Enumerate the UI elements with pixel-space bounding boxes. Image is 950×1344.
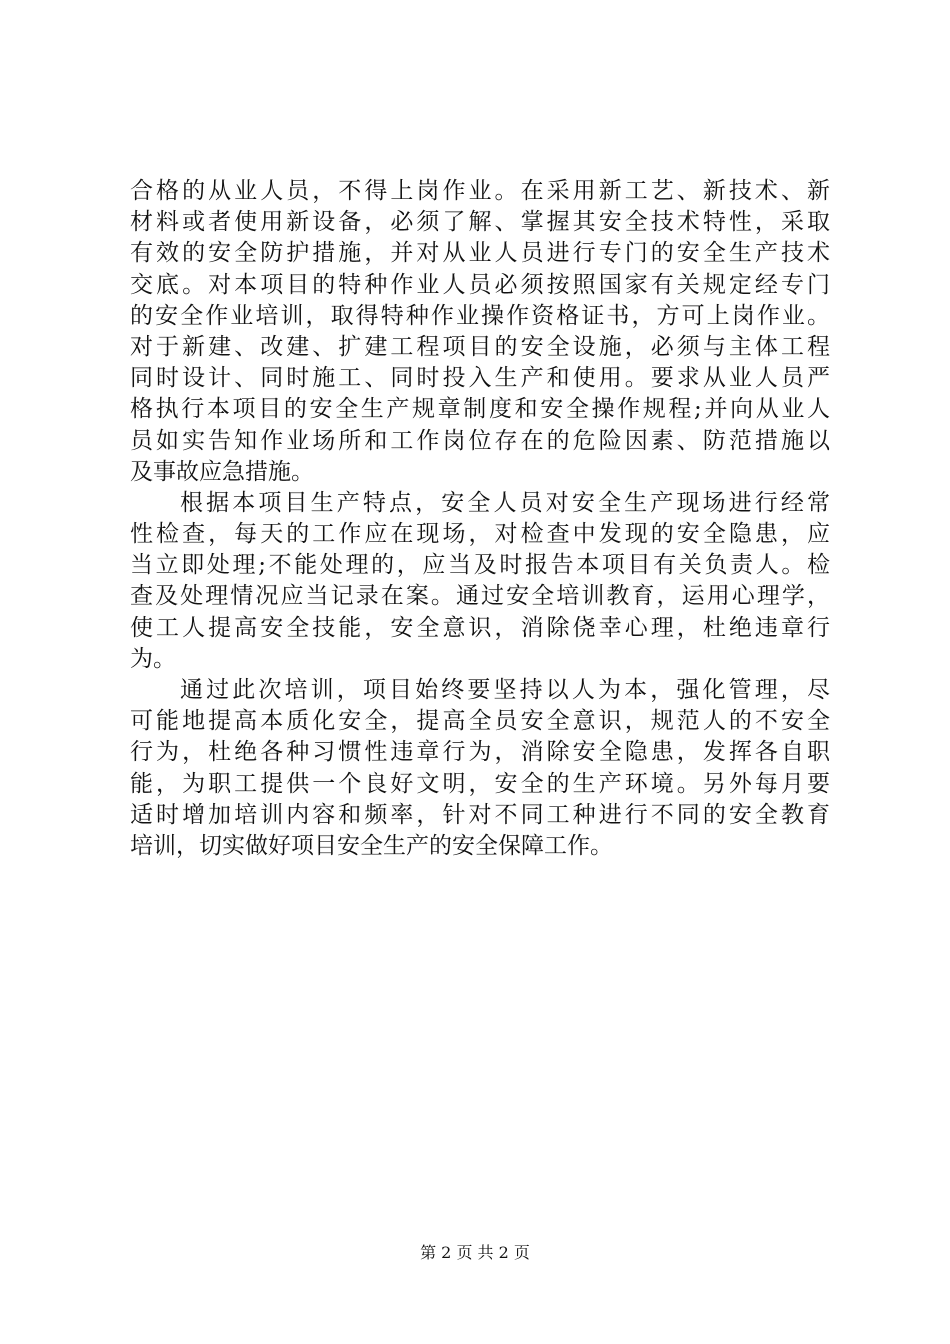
- text-line: 为。: [130, 645, 176, 672]
- text-line: 当立即处理;不能处理的，应当及时报告本项目有关负责人。检: [130, 552, 830, 579]
- text-line: 使工人提高安全技能，安全意识，消除侥幸心理，杜绝违章行: [130, 614, 830, 641]
- text-line: 根据本项目生产特点，安全人员对安全生产现场进行经常: [180, 489, 830, 516]
- text-line: 交底。对本项目的特种作业人员必须按照国家有关规定经专门: [130, 271, 830, 298]
- text-line: 员如实告知作业场所和工作岗位存在的危险因素、防范措施以: [130, 427, 830, 454]
- page-number-footer: 第 2 页 共 2 页: [420, 1243, 530, 1262]
- paragraph-3: [130, 675, 830, 862]
- text-line: 有效的安全防护措施，并对从业人员进行专门的安全生产技术: [130, 240, 830, 267]
- text-line: 行为，杜绝各种习惯性违章行为，消除安全隐患，发挥各自职: [130, 739, 830, 766]
- text-line: 通过此次培训，项目始终要坚持以人为本，强化管理，尽: [180, 677, 830, 703]
- text-line: 及事故应急措施。: [130, 458, 314, 485]
- text-line: 同时设计、同时施工、同时投入生产和使用。要求从业人员严: [130, 365, 830, 392]
- text-line: 可能地提高本质化安全，提高全员安全意识，规范人的不安全: [130, 708, 830, 735]
- text-line: 查及处理情况应当记录在案。通过安全培训教育，运用心理学，: [130, 583, 830, 610]
- text-line: 培训，切实做好项目安全生产的安全保障工作。: [130, 832, 613, 859]
- text-line: 合格的从业人员，不得上岗作业。在采用新工艺、新技术、新: [130, 178, 830, 204]
- document-body: [130, 176, 830, 862]
- text-line: 的安全作业培训，取得特种作业操作资格证书，方可上岗作业。: [130, 302, 830, 329]
- text-line: 材料或者使用新设备，必须了解、掌握其安全技术特性，采取: [130, 209, 830, 236]
- text-line: 适时增加培训内容和频率，针对不同工种进行不同的安全教育: [130, 801, 830, 828]
- text-line: 性检查，每天的工作应在现场，对检查中发现的安全隐患，应: [130, 521, 830, 548]
- paragraph-1: [130, 176, 830, 488]
- text-line: 对于新建、改建、扩建工程项目的安全设施，必须与主体工程: [130, 333, 830, 360]
- text-line: 能，为职工提供一个良好文明，安全的生产环境。另外每月要: [130, 770, 830, 797]
- paragraph-2: [130, 488, 830, 675]
- text-line: 格执行本项目的安全生产规章制度和安全操作规程;并向从业人: [130, 396, 830, 423]
